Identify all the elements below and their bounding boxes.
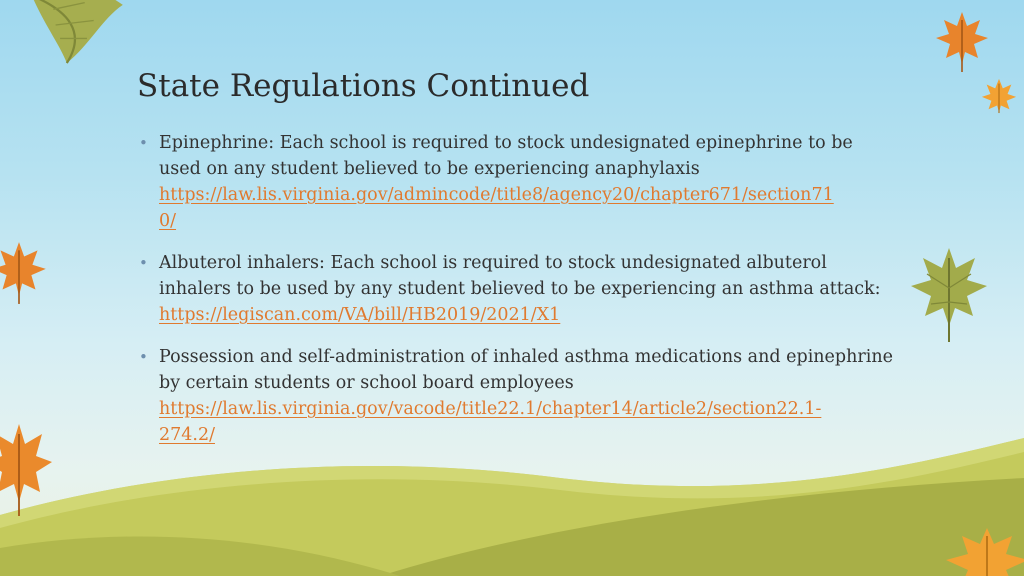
bullet-dot: •	[139, 254, 148, 272]
bullet-dot: •	[139, 348, 148, 366]
regulation-link[interactable]: https://law.lis.virginia.gov/admincode/title8/agency20/chapter671/section71 0/	[159, 185, 834, 231]
green-leaf-icon	[22, 0, 134, 70]
maple-leaf-icon	[0, 420, 54, 518]
slide-title: State Regulations Continued	[137, 68, 590, 104]
maple-leaf-icon	[932, 8, 992, 74]
bullet-text: Epinephrine: Each school is required to stock undesignated epinephrine to be used on any student believed to be experiencing anaphylaxis	[159, 133, 853, 179]
regulation-link[interactable]: https://legiscan.com/VA/bill/HB2019/2021/X1	[159, 305, 561, 325]
bullet-text: Possession and self-administration of inhaled asthma medications and epinephrine by certain students or school board employees	[159, 347, 893, 393]
small-maple-leaf-icon	[980, 76, 1018, 114]
autumn-leaf-icon	[908, 244, 990, 344]
maple-leaf-icon	[0, 238, 50, 306]
regulation-link[interactable]: https://law.lis.virginia.gov/vacode/title22.1/chapter14/article2/section22.1- 274.2/	[159, 399, 822, 445]
bullet-epinephrine	[139, 130, 899, 234]
bullet-albuterol	[139, 250, 899, 328]
bullet-list	[139, 130, 899, 448]
bullet-self-administration	[139, 344, 899, 448]
bullet-text: Albuterol inhalers: Each school is required to stock undesignated albuterol inhalers to be used by any student believed to be experiencing an asthma attack:	[159, 253, 881, 299]
maple-leaf-icon	[942, 524, 1024, 576]
bullet-dot: •	[139, 134, 148, 152]
